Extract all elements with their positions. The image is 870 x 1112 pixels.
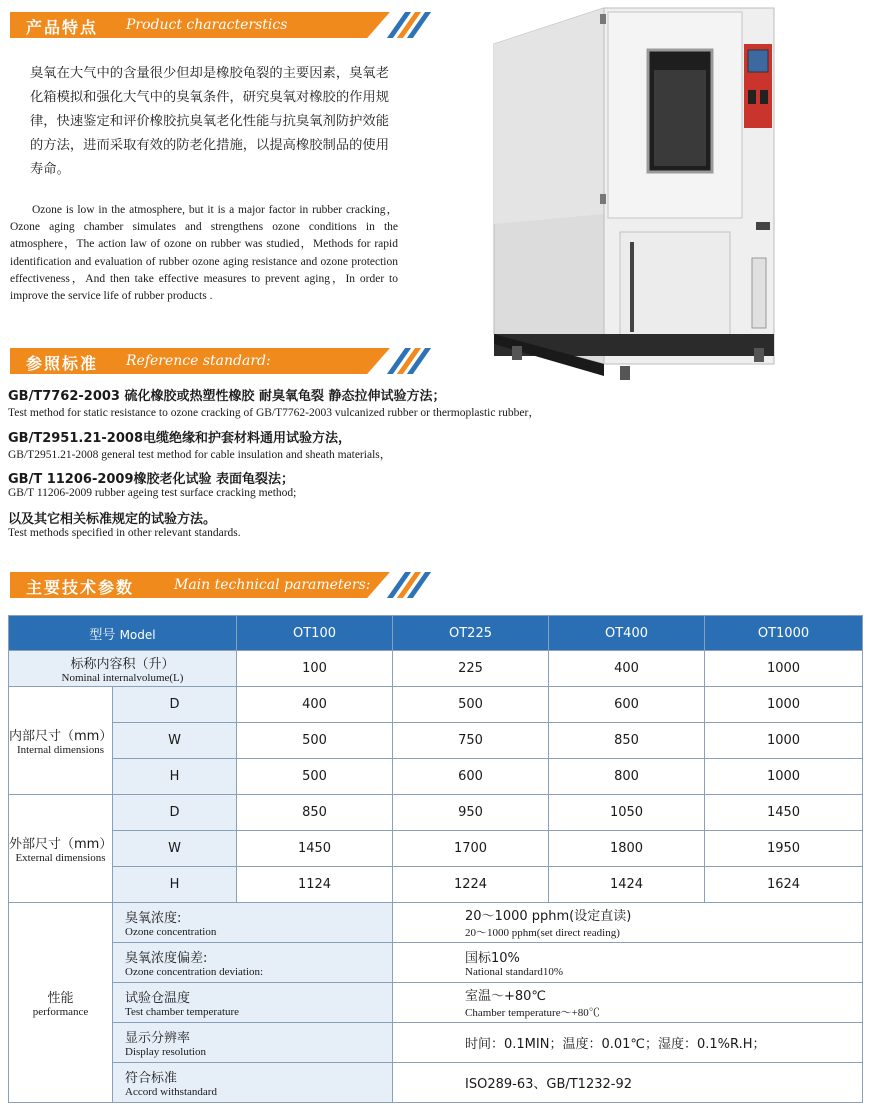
- performance-value-en: Chamber temperature～+80℃: [465, 1007, 600, 1019]
- section-title-zh: 主要技术参数: [26, 578, 135, 597]
- reference-item: [8, 508, 241, 539]
- performance-value: [393, 1023, 863, 1063]
- table-row: [9, 831, 863, 867]
- table-cell: 1450: [237, 831, 393, 867]
- table-row: [9, 903, 863, 943]
- dim-label: W: [113, 723, 237, 759]
- table-cell: 1000: [705, 651, 863, 687]
- table-row: [9, 983, 863, 1023]
- table-row: [9, 867, 863, 903]
- performance-name-zh: 臭氧浓度偏差:: [125, 951, 208, 966]
- performance-name-en: Accord withstandard: [125, 1086, 217, 1098]
- performance-value: [393, 983, 863, 1023]
- performance-value: [393, 943, 863, 983]
- section-title-en: Main technical parameters:: [174, 577, 371, 593]
- reference-item: [8, 385, 540, 420]
- performance-label-zh: 性能: [47, 991, 74, 1006]
- internal-label-en: Internal dimensions: [16, 744, 105, 756]
- ozone-chamber-image: [492, 4, 792, 386]
- table-row: [9, 795, 863, 831]
- volume-label-zh: 标称内容积（升）: [70, 657, 175, 672]
- intro-en: Ozone is low in the atmosphere, but it is a major factor in rubber cracking，Ozone aging chamber simulates and strengthens ozone conditions in the atmosphere，The action law of ozone on rubber was studied，Methods for rapid identification and evaluation of rubber ozone aging resistance and ozone protection effectiveness，And then take effective measures to prevent aging，In order to improve the service life of rubber products .: [10, 204, 398, 303]
- table-cell: 1624: [705, 867, 863, 903]
- performance-value-zh: 时间：0.1MIN；温度：0.01℃；湿度：0.1%R.H；: [465, 1037, 766, 1052]
- table-cell: 500: [237, 723, 393, 759]
- section-title-zh: 产品特点: [26, 18, 99, 37]
- table-cell: 1000: [705, 723, 863, 759]
- performance-value-zh: 20～1000 pphm(设定直读): [465, 909, 632, 924]
- performance-value-zh: ISO289-63、GB/T1232-92: [465, 1077, 632, 1092]
- section-title-en: Reference standard:: [126, 353, 271, 369]
- table-row: [9, 943, 863, 983]
- section-title-en: Product characterstics: [126, 17, 288, 33]
- table-row: [9, 1063, 863, 1103]
- table-cell: 100: [237, 651, 393, 687]
- performance-value: [393, 1063, 863, 1103]
- table-cell: 1424: [549, 867, 705, 903]
- performance-name-zh: 符合标准: [125, 1071, 178, 1086]
- reference-zh: 以及其它相关标准规定的试验方法。: [8, 512, 217, 527]
- internal-dimensions-label: [9, 687, 113, 795]
- table-row: [9, 723, 863, 759]
- table-cell: 1224: [393, 867, 549, 903]
- internal-label-zh: 内部尺寸（mm）: [9, 729, 113, 744]
- table-cell: 1000: [705, 687, 863, 723]
- performance-value-zh: 国标10%: [465, 951, 520, 966]
- section-title-zh: 参照标准: [26, 354, 99, 373]
- performance-value-en: National standard10%: [465, 966, 564, 978]
- performance-name: [113, 983, 393, 1023]
- performance-name: [113, 943, 393, 983]
- dim-label: H: [113, 867, 237, 903]
- table-cell: 600: [393, 759, 549, 795]
- section-header-reference: [10, 348, 420, 374]
- performance-name: [113, 1023, 393, 1063]
- volume-label-en: Nominal internalvolume(L): [61, 672, 184, 684]
- reference-en: Test method for static resistance to ozone cracking of GB/T7762-2003 vulcanized rubber or thermoplastic rubber，: [8, 407, 540, 419]
- table-cell: 1800: [549, 831, 705, 867]
- dim-label: D: [113, 687, 237, 723]
- table-cell: 850: [549, 723, 705, 759]
- table-cell: 1124: [237, 867, 393, 903]
- reference-zh: GB/T2951.21-2008电缆绝缘和护套材料通用试验方法，: [8, 431, 351, 446]
- performance-name-en: Ozone concentration deviation:: [125, 966, 264, 978]
- model-header-zh: 型号: [89, 627, 116, 643]
- table-row: [9, 759, 863, 795]
- section-header-product: [10, 12, 420, 38]
- performance-name-zh: 试验仓温度: [125, 991, 191, 1006]
- performance-value-en: 20～1000 pphm(set direct reading): [465, 927, 620, 939]
- dim-label: H: [113, 759, 237, 795]
- reference-en: GB/T 11206-2009 rubber ageing test surface cracking method;: [8, 487, 297, 499]
- table-cell: 1450: [705, 795, 863, 831]
- table-cell: 1050: [549, 795, 705, 831]
- model-ot1000: OT1000: [705, 616, 863, 651]
- model-header-en: Model: [119, 627, 156, 642]
- table-cell: 1000: [705, 759, 863, 795]
- model-ot100: OT100: [237, 616, 393, 651]
- table-cell: 500: [393, 687, 549, 723]
- model-header: [9, 616, 237, 651]
- table-row: [9, 687, 863, 723]
- reference-item: [8, 468, 296, 499]
- performance-name-en: Test chamber temperature: [125, 1006, 240, 1018]
- model-ot400: OT400: [549, 616, 705, 651]
- table-cell: 400: [237, 687, 393, 723]
- volume-label: [9, 651, 237, 687]
- table-cell: 1700: [393, 831, 549, 867]
- table-row: [9, 1023, 863, 1063]
- table-cell: 750: [393, 723, 549, 759]
- external-label-en: External dimensions: [15, 852, 106, 864]
- dim-label: D: [113, 795, 237, 831]
- performance-label-en: performance: [32, 1006, 89, 1018]
- table-cell: 950: [393, 795, 549, 831]
- table-row: [9, 651, 863, 687]
- intro-zh: 臭氧在大气中的含量很少但却是橡胶龟裂的主要因素，臭氧老化箱模拟和强化大气中的臭氧条件，研究臭氧对橡胶的作用规律，快速鉴定和评价橡胶抗臭氧老化性能与抗臭氧剂防护效能的方法，进而采取有效的防老化措施，以提高橡胶制品的使用寿命。: [30, 66, 390, 177]
- performance-label: [9, 903, 113, 1103]
- table-cell: 600: [549, 687, 705, 723]
- reference-zh: GB/T 11206-2009橡胶老化试验 表面龟裂法；: [8, 472, 295, 487]
- parameters-table: [8, 615, 863, 1103]
- table-cell: 500: [237, 759, 393, 795]
- reference-en: Test methods specified in other relevant standards.: [8, 527, 241, 539]
- performance-name-en: Ozone concentration: [125, 926, 217, 938]
- performance-name-zh: 显示分辨率: [125, 1031, 191, 1046]
- reference-item: [8, 427, 391, 462]
- table-cell: 1950: [705, 831, 863, 867]
- performance-name-zh: 臭氧浓度:: [125, 911, 182, 926]
- reference-en: GB/T2951.21-2008 general test method for cable insulation and sheath materials，: [8, 449, 392, 461]
- dim-label: W: [113, 831, 237, 867]
- external-label-zh: 外部尺寸（mm）: [9, 837, 113, 852]
- table-cell: 225: [393, 651, 549, 687]
- performance-name: [113, 903, 393, 943]
- reference-zh: GB/T7762-2003 硫化橡胶或热塑性橡胶 耐臭氧龟裂 静态拉伸试验方法；: [8, 389, 446, 404]
- performance-value: [393, 903, 863, 943]
- external-dimensions-label: [9, 795, 113, 903]
- table-cell: 400: [549, 651, 705, 687]
- table-header-row: [9, 616, 863, 651]
- table-cell: 800: [549, 759, 705, 795]
- performance-name: [113, 1063, 393, 1103]
- performance-name-en: Display resolution: [125, 1046, 206, 1058]
- section-header-params: [10, 572, 420, 598]
- table-cell: 850: [237, 795, 393, 831]
- model-ot225: OT225: [393, 616, 549, 651]
- performance-value-zh: 室温～+80℃: [465, 989, 547, 1004]
